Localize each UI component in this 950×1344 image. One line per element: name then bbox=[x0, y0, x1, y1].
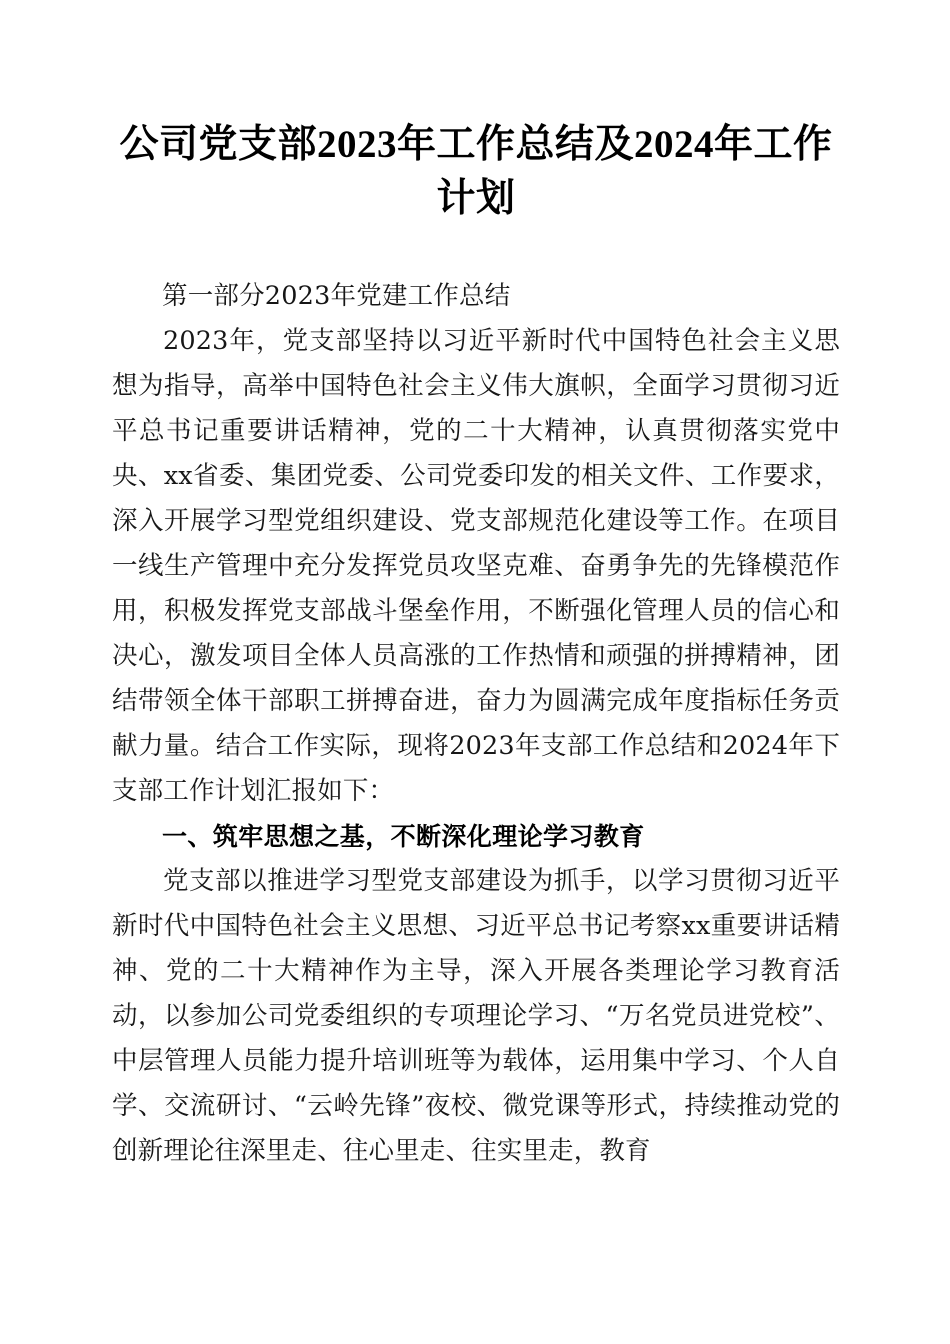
page-title: 公司党支部2023年工作总结及2024年工作计划 bbox=[119, 123, 833, 220]
section-label: 第一部分2023年党建工作总结 bbox=[162, 281, 511, 311]
paragraph-summary-intro: 2023年，党支部坚持以习近平新时代中国特色社会主义思想为指导，高举中国特色社会主义伟大旗帜，全面学习贯彻习近平总书记重要讲话精神，党的二十大精神，认真贯彻落实党中央、xx省委、集团党委、公司党委印发的相关文件、工作要求，深入开展学习型党组织建设、党支部规范化建设等工作。在项目一线生产管理中充分发挥党员攻坚克难、奋勇争先的先锋模范作用，积极发挥党支部战斗堡垒作用，不断强化管理人员的信心和决心，激发项目全体人员高涨的工作热情和顽强的拼搏精神，团结带领全体干部职工拼搏奋进，奋力为圆满完成年度指标任务贡献力量。结合工作实际，现将2023年支部工作总结和2024年下支部工作计划汇报如下： bbox=[112, 326, 840, 806]
paragraph-theory-study: 党支部以推进学习型党支部建设为抓手，以学习贯彻习近平新时代中国特色社会主义思想、习近平总书记考察xx重要讲话精神、党的二十大精神作为主导，深入开展各类理论学习教育活动，以参加公司党委组织的专项理论学习、“万名党员进党校”、中层管理人员能力提升培训班等为载体，运用集中学习、个人自学、交流研讨、“云岭先锋”夜校、微党课等形式，持续推动党的创新理论往深里走、往心里走、往实里走，教育 bbox=[112, 866, 840, 1166]
heading-theory-study: 一、筑牢思想之基，不断深化理论学习教育 bbox=[162, 822, 645, 851]
document-content bbox=[112, 0, 840, 1174]
